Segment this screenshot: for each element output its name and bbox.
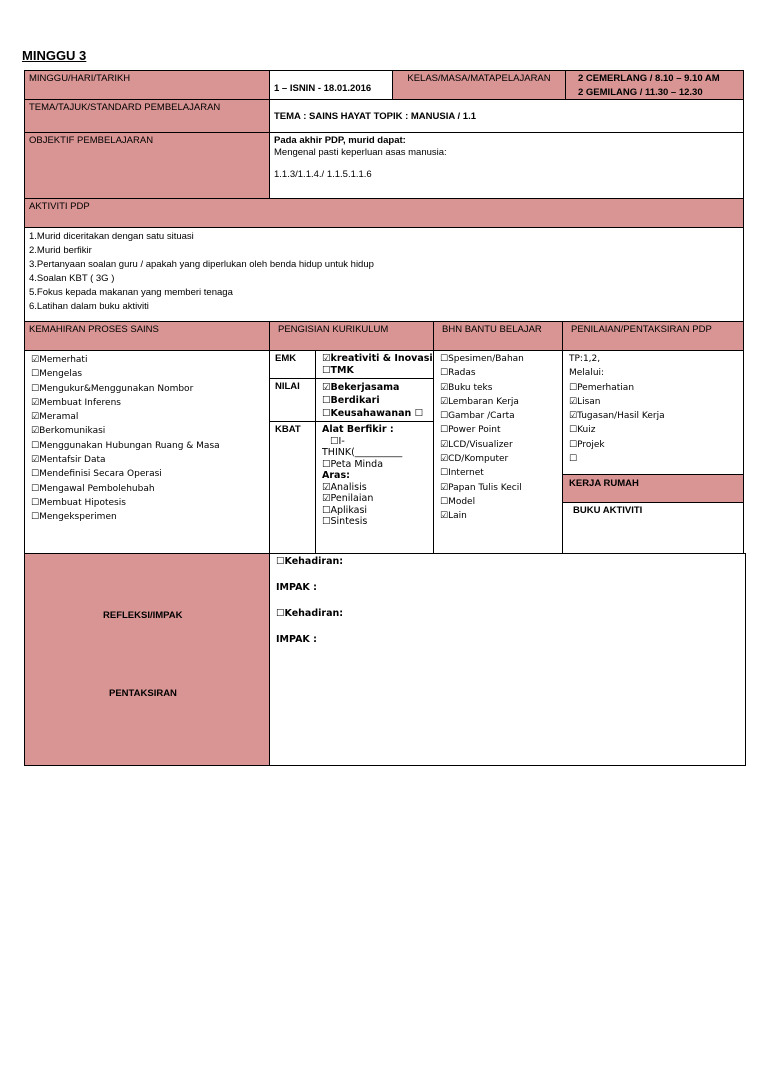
- minggu-label: MINGGU/HARI/TARIKH: [24, 70, 270, 100]
- penilaian-header: PENILAIAN/PENTAKSIRAN PDP: [562, 321, 744, 351]
- bhn-item: ☑Lain: [440, 511, 467, 522]
- kemahiran-item: ☐Mengeksperimen: [31, 512, 117, 523]
- pengisian-header: PENGISIAN KURIKULUM: [269, 321, 434, 351]
- kehadiran-2: ☐Kehadiran:: [276, 608, 344, 619]
- nilai-label: NILAI: [269, 378, 316, 422]
- refleksi-label: REFLEKSI/IMPAK: [103, 610, 183, 621]
- kemahiran-list: [24, 350, 270, 554]
- bhn-header: BHN BANTU BELAJAR: [433, 321, 563, 351]
- kemahiran-item: ☑Meramal: [31, 412, 79, 423]
- penilaian-list: [562, 350, 744, 475]
- aktiviti-item: 1.Murid diceritakan dengan satu situasi: [29, 231, 194, 242]
- objektif-value: Pada akhir PDP, murid dapat: Mengenal pasti keperluan asas manusia: 1.1.3/1.1.4./ 1.1.5.1.1.6: [269, 132, 744, 199]
- bhn-list: [433, 350, 563, 554]
- refleksi-value-cell: [269, 553, 746, 766]
- kbat-label: KBAT: [269, 421, 316, 554]
- pentaksiran-label: PENTAKSIRAN: [109, 688, 177, 699]
- bhn-item: ☐Radas: [440, 368, 476, 379]
- kemahiran-item: ☐Mengukur&Menggunakan Nombor: [31, 383, 194, 394]
- page-title: MINGGU 3: [22, 48, 87, 63]
- penilaian-item: ☐: [569, 454, 578, 465]
- aktiviti-list: [24, 227, 744, 322]
- kemahiran-item: ☑Berkomunikasi: [31, 426, 106, 437]
- kbat-items: Alat Berfikir : ☐I- THINK(__________ ☐Peta Minda Aras: ☑Analisis ☑Penilaian ☐Aplikasi ☐Sintesis: [315, 421, 434, 554]
- bhn-item: ☑Papan Tulis Kecil: [440, 482, 522, 493]
- bhn-item: ☐Model: [440, 496, 476, 507]
- emk-items: ☑kreativiti & Inovasi ☐TMK: [315, 350, 434, 379]
- kerja-rumah-label: KERJA RUMAH: [562, 474, 744, 503]
- tema-label: TEMA/TAJUK/STANDARD PEMBELAJARAN: [24, 99, 270, 133]
- penilaian-item: ☑Tugasan/Hasil Kerja: [569, 411, 665, 422]
- impak-2: IMPAK :: [276, 634, 317, 645]
- bhn-item: ☐Power Point: [440, 425, 501, 436]
- bhn-item: ☑LCD/Visualizer: [440, 439, 513, 450]
- kemahiran-header: KEMAHIRAN PROSES SAINS: [24, 321, 270, 351]
- penilaian-item: ☐Kuiz: [569, 425, 596, 436]
- kemahiran-item: ☑Memerhati: [31, 355, 88, 365]
- kemahiran-item: ☐Mengawal Pembolehubah: [31, 483, 155, 494]
- refleksi-label-cell: [24, 553, 270, 766]
- penilaian-item: ☑Lisan: [569, 396, 601, 407]
- aktiviti-item: 3.Pertanyaan soalan guru / apakah yang diperlukan oleh benda hidup untuk hidup: [29, 259, 374, 270]
- kemahiran-item: ☑Membuat Inferens: [31, 397, 121, 408]
- bhn-item: ☑CD/Komputer: [440, 454, 509, 465]
- kemahiran-item: ☐Mengelas: [31, 369, 83, 380]
- bhn-item: ☐Gambar /Carta: [440, 411, 515, 422]
- aktiviti-item: 2.Murid berfikir: [29, 245, 92, 256]
- kelas-value: 2 CEMERLANG / 8.10 – 9.10 AM 2 GEMILANG / 11.30 – 12.30: [565, 70, 744, 100]
- nilai-items: ☑Bekerjasama ☐Berdikari ☐Keusahawanan ☐: [315, 378, 434, 422]
- objektif-label: OBJEKTIF PEMBELAJARAN: [24, 132, 270, 199]
- kerja-rumah-value: BUKU AKTIVITI: [562, 502, 744, 554]
- kemahiran-item: ☐Mendefinisi Secara Operasi: [31, 469, 162, 480]
- bhn-item: ☐Spesimen/Bahan: [440, 354, 524, 364]
- emk-label: EMK: [269, 350, 316, 379]
- bhn-item: ☐Internet: [440, 468, 484, 479]
- penilaian-item: Melalui:: [569, 368, 605, 379]
- aktiviti-item: 4.Soalan KBT ( 3G ): [29, 273, 115, 284]
- penilaian-item: TP:1,2,: [569, 354, 601, 364]
- aktiviti-label: AKTIVITI PDP: [24, 198, 744, 228]
- impak-1: IMPAK :: [276, 582, 317, 593]
- aktiviti-item: 6.Latihan dalam buku aktiviti: [29, 301, 149, 312]
- aktiviti-item: 5.Fokus kepada makanan yang memberi tenaga: [29, 287, 233, 298]
- kemahiran-item: ☐Menggunakan Hubungan Ruang & Masa: [31, 440, 220, 451]
- date-cell: 1 – ISNIN - 18.01.2016: [269, 70, 393, 100]
- penilaian-item: ☐Pemerhatian: [569, 382, 635, 393]
- kelas-label: KELAS/MASA/MATAPELAJARAN: [392, 70, 566, 100]
- kemahiran-item: ☑Mentafsir Data: [31, 455, 106, 466]
- bhn-item: ☑Lembaran Kerja: [440, 396, 519, 407]
- tema-value: TEMA : SAINS HAYAT TOPIK : MANUSIA / 1.1: [269, 99, 744, 133]
- kehadiran-1: ☐Kehadiran:: [276, 556, 344, 567]
- kemahiran-item: ☐Membuat Hipotesis: [31, 497, 126, 508]
- bhn-item: ☑Buku teks: [440, 382, 493, 393]
- penilaian-item: ☐Projek: [569, 439, 605, 450]
